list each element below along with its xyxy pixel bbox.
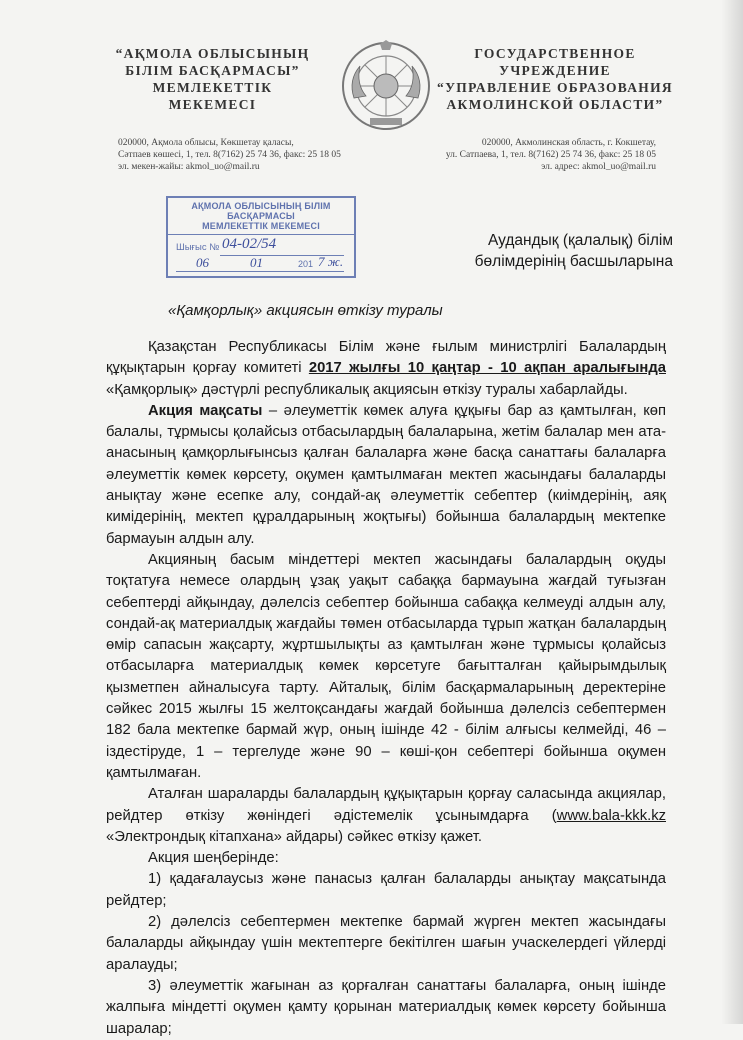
org-name-kz: “АҚМОЛА ОБЛЫСЫНЫҢ БІЛІМ БАСҚАРМАСЫ” МЕМЛЕКЕТТІК МЕКЕМЕСІ [115, 46, 310, 112]
paragraph-intro: Қазақстан Республикасы Білім және ғылым министрлігі Балалардың құқықтарын қорғау комитеті 2017 жылғы 10 қаңтар - 10 ақпан аралығында «Қамқорлық» дәстүрлі республикалық акциясын өткізу туралы хабарлайды. [106, 339, 666, 398]
addressee: Аудандық (қалалық) білім бөлімдерінің басшыларына [474, 232, 673, 270]
stamp-number: 04-02/54 [222, 236, 277, 252]
letter-body [106, 337, 666, 1040]
list-item: 1) қадағалаусыз және панасыз қалған балаларды анықтау мақсатында рейдтер; [106, 871, 666, 909]
org-name-ru: ГОСУДАРСТВЕННОЕ УЧРЕЖДЕНИЕ “УПРАВЛЕНИЕ ОБРАЗОВАНИЯ АКМОЛИНСКОЙ ОБЛАСТИ” [437, 46, 673, 112]
paragraph-goal: Акция мақсаты – әлеуметтік көмек алуға құқығы бар аз қамтылған, көп балалы, тұрмысы қолайсыз отбасылардың балаларына, жетім балалар мен ата-анасының қамқорлығынсыз қалған балаларға және басқа санаттағы балаларға әлеуметтік көмек көрсету, оқумен қамтылмаған мектеп жасындағы балаларды анықтау және есепке алу, сондай-ақ әлеуметтік себептер (киімдерінің, аяқ кимідерінің, мектеп құралдарының жоқтығы) бойынша балалардың мектепке бармауын алдын алу. [106, 402, 666, 547]
goal-heading: Акция мақсаты [148, 402, 263, 419]
scan-edge-shadow [721, 0, 743, 1024]
date-range: 2017 жылғы 10 қаңтар - 10 ақпан аралығында [308, 360, 666, 377]
stamp-year-prefix: 201 [298, 259, 314, 269]
paragraph-tasks: Акцияның басым міндеттері мектеп жасындағы балалардың оқуды тоқтатуға немесе олардың ұзақ уақыт сабаққа бармауына жағдай туғызған себептерді айқындау, дәлелсіз себептер бойынша сабаққа келмеуді алдын алу, сондай-ақ материалдық жағдайы төмен отбасыларда тұрып жатқан балалардың өмір сапасын жақсарту, жұртшылықты аз қамтылған және тұрмысы қолайсыз отбасыларға материалдық көмек көрсетуге бағытталған қайырымдылық қызметпен айналысуға тарту. Айталық, білім басқармаларының деректеріне сәйкес 2015 жылғы 15 желтоқсандағы жағдай бойынша дәлелсіз себептермен 182 бала мектепке бармай жүр, оның ішінде 42 - білім алғысы келмейді, 46 – іздестіруде, 1 – тергелуде және 90 – көші-қон себептері бойынша оқумен қамтылмаған. [106, 551, 666, 781]
outgoing-stamp [166, 196, 356, 278]
state-emblem-icon [340, 40, 432, 132]
stamp-month: 01 [250, 255, 263, 270]
stamp-org-name: АҚМОЛА ОБЛЫСЫНЫҢ БІЛІМ БАСҚАРМАСЫ МЕМЛЕКЕТТІК МЕКЕМЕСІ [168, 198, 354, 235]
list-item: 2) дәлелсіз себептермен мектепке бармай жүрген мектеп жасындағы балаларды айқындау үшін мектептерге бекітілген шағын учаскелердегі үйлерді аралауды; [106, 914, 666, 973]
stamp-day: 06 [196, 255, 209, 270]
paragraph-methods: Аталған шараларды балалардың құқықтарын қорғау саласында акциялар, рейдтер өткізу жөніндегі әдістемелік ұсынымдарға (www.bala-kkk.kz «Электрондық кітапхана» айдары) сәйкес өткізу қажет. [106, 786, 666, 845]
address-kz: 020000, Ақмола облысы, Көкшетау қаласы, Сәтпаев көшесі, 1, тел. 8(7162) 25 74 36, факс: 25 18 05 эл. мекен-жайы: akmol_uo@mail.ru [118, 138, 341, 172]
letter-subject: «Қамқорлық» акциясын өткізу туралы [168, 302, 443, 319]
address-ru: 020000, Акмолинская область, г. Кокшетау, ул. Сатпаева, 1, тел. 8(7162) 25 74 36, факс: 25 18 05 эл. адрес: akmol_uo@mail.ru [445, 138, 656, 172]
list-item: 3) әлеуметтік жағынан аз қорғалған санаттағы балаларға, оның ішінде жалпыға міндетті оқумен қамту қорынан материалдық көмек көрсету бойынша шаралар; [106, 977, 666, 1037]
stamp-label: Шығыс № [176, 242, 220, 253]
website-link[interactable]: www.bala-kkk.kz [556, 807, 666, 824]
stamp-date-line [176, 271, 344, 272]
stamp-year-handwritten: 7 ж. [318, 254, 344, 269]
paragraph-framework: Акция шеңберінде: [148, 850, 279, 867]
